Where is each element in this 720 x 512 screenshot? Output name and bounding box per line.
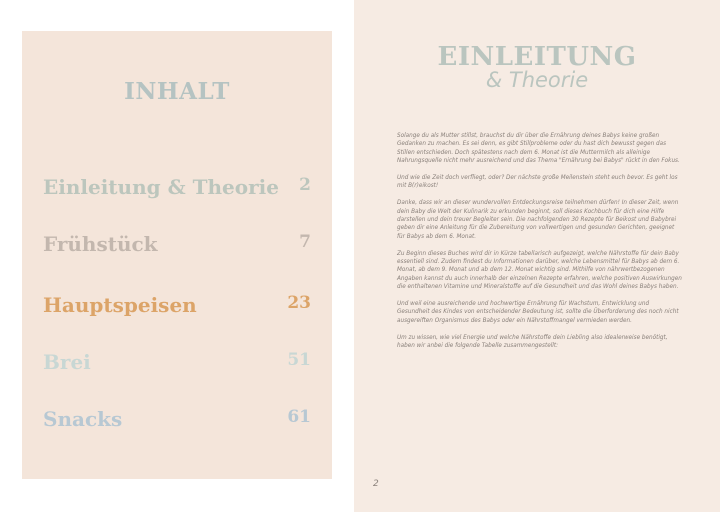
body-paragraph: Solange du als Mutter stillst, brauchst du dir über die Ernährung deines Babys keine großen Gedanken zu machen. Es sei denn, es gibt Stillprobleme oder du hast dich bewusst gegen das Stillen entschieden. Doch spätestens nach dem 6. Monat ist die Muttermilch als alleinige Nahrungsquelle nicht mehr ausreichend und das Thema "Ernährung bei Babys" rückt in den Fokus. xyxy=(397,133,680,165)
body-paragraph: Und wie die Zeit doch verfliegt, oder? Der nächste große Meilenstein steht euch bevor. Es geht los mit B(r)eikost! xyxy=(397,175,678,190)
toc-entry-snacks[interactable] xyxy=(43,407,311,437)
body-paragraph: Danke, dass wir an dieser wundervollen Entdeckungsreise teilnehmen dürfen! In dieser Zeit, wenn dein Baby die Welt der Kulinarik zu erkunden beginnt, soll dieses Kochbuch für dich eine Hilfe darstellen und dein treuer Begleiter sein. Die nachfolgenden 30 Rezepte für Beikost und Babybrei geben dir eine Anleitung für die Zubereitung von vollwertigen und gesunden Gerichten, geeignet für Babys ab dem 6. Monat. xyxy=(397,200,679,240)
toc-entry-label: Einleitung & Theorie xyxy=(43,175,279,199)
toc-entry-page: 23 xyxy=(287,293,311,313)
chapter-body xyxy=(397,132,682,359)
toc-entry-label: Snacks xyxy=(43,407,123,431)
toc-entry-label: Hauptspeisen xyxy=(43,293,197,317)
toc-entry-page: 61 xyxy=(287,407,311,427)
toc-entry-label: Frühstück xyxy=(43,232,158,256)
body-paragraph: Und weil eine ausreichende und hochwertige Ernährung für Wachstum, Entwicklung und Gesundheit des Kindes von entscheidender Bedeutung ist, sollte die Überforderung des noch nicht ausgereiften Organismus des Babys oder ein Nährstoffmangel vermieden werden. xyxy=(397,301,679,324)
toc-entry-page: 51 xyxy=(287,350,311,370)
toc-entry-page: 2 xyxy=(299,175,311,195)
toc-entry-hauptspeisen[interactable] xyxy=(43,293,311,323)
toc-entry-page: 7 xyxy=(299,232,311,252)
chapter-subtitle: & Theorie xyxy=(485,68,589,92)
body-paragraph: Zu Beginn dieses Buches wird dir in Kürze tabellarisch aufgezeigt, welche Nährstoffe für dein Baby essentiell sind. Zudem findest du Informationen darüber, welche Lebensmittel für Babys ab dem 6. Monat, ab dem 9. Monat und ab dem 12. Monat wichtig sind. Mithilfe von nährwertbezogenen Angaben kannst du auch innerhalb der einzelnen Rezepte erfahren, welche positiven Auswirkungen die enthaltenen Vitamine und Mineralstoffe auf die Gesundheit und das Wohl deines Babys haben. xyxy=(397,250,682,291)
table-of-contents-page xyxy=(22,31,332,479)
chapter-title: EINLEITUNG xyxy=(437,42,637,72)
toc-entry-fruehstueck[interactable] xyxy=(43,232,311,262)
body-paragraph: Um zu wissen, wie viel Energie und welche Nährstoffe dein Liebling also idealerweise benötigt, haben wir anbei die folgende Tabelle zusammengestellt: xyxy=(397,334,668,350)
toc-entry-einleitung[interactable] xyxy=(43,175,311,205)
toc-entry-brei[interactable] xyxy=(43,350,311,380)
toc-entry-label: Brei xyxy=(43,350,91,374)
toc-title: INHALT xyxy=(124,78,230,105)
page-number: 2 xyxy=(373,479,379,489)
chapter-page xyxy=(354,0,720,512)
